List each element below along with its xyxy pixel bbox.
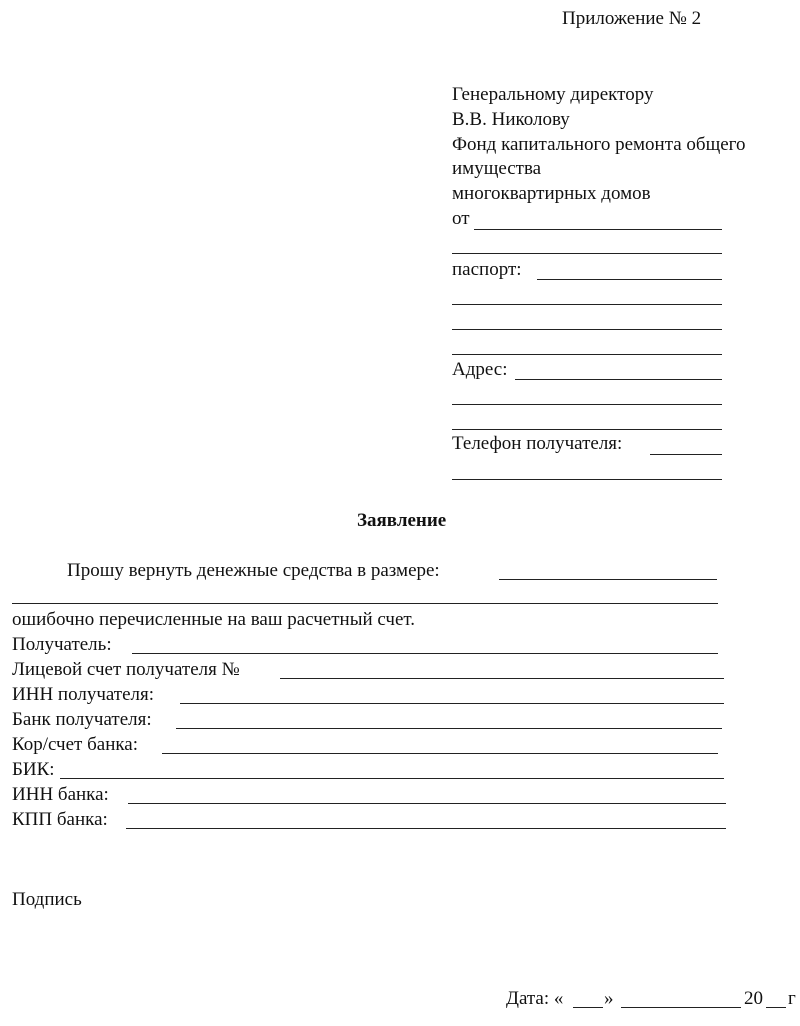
bank-input-line[interactable] xyxy=(176,728,722,729)
recipient-input-line[interactable] xyxy=(132,653,718,654)
corr-account-label: Кор/счет банка: xyxy=(12,734,139,755)
date-day-input-line[interactable] xyxy=(573,1007,603,1008)
kpp-bank-label: КПП банка: xyxy=(12,809,108,830)
phone-label: Телефон получателя: xyxy=(452,433,623,454)
from-input-line-2[interactable] xyxy=(452,253,722,254)
account-input-line[interactable] xyxy=(280,678,724,679)
from-input-line[interactable] xyxy=(474,229,722,230)
passport-input-line-4[interactable] xyxy=(452,354,722,355)
passport-input-line-3[interactable] xyxy=(452,329,722,330)
signature-label: Подпись xyxy=(12,889,82,910)
year-prefix: 20 xyxy=(744,988,763,1009)
passport-input-line[interactable] xyxy=(537,279,722,280)
addressee-name: В.В. Николову xyxy=(452,109,570,130)
year-suffix: г xyxy=(788,988,796,1009)
address-input-line[interactable] xyxy=(515,379,722,380)
address-input-line-3[interactable] xyxy=(452,429,722,430)
appendix-number: Приложение № 2 xyxy=(562,8,702,29)
addressee-org-line3: многоквартирных домов xyxy=(452,183,651,204)
amount-input-line[interactable] xyxy=(499,579,717,580)
passport-label: паспорт: xyxy=(452,259,522,280)
request-text: Прошу вернуть денежные средства в размере: xyxy=(67,560,440,581)
address-input-line-2[interactable] xyxy=(452,404,722,405)
inn-recipient-input-line[interactable] xyxy=(180,703,724,704)
addressee-org-line2: имущества xyxy=(452,158,542,179)
kpp-bank-input-line[interactable] xyxy=(126,828,726,829)
amount-input-line-2[interactable] xyxy=(12,603,718,604)
bank-label: Банк получателя: xyxy=(12,709,152,730)
passport-input-line-2[interactable] xyxy=(452,304,722,305)
address-label: Адрес: xyxy=(452,359,508,380)
document-title: Заявление xyxy=(357,510,447,531)
addressee-position: Генеральному директору xyxy=(452,84,654,105)
mistaken-transfer-text: ошибочно перечисленные на ваш расчетный счет. xyxy=(12,609,416,630)
phone-input-line-2[interactable] xyxy=(452,479,722,480)
year-input-line[interactable] xyxy=(766,1007,786,1008)
bik-input-line[interactable] xyxy=(60,778,724,779)
recipient-label: Получатель: xyxy=(12,634,112,655)
inn-recipient-label: ИНН получателя: xyxy=(12,684,155,705)
account-label: Лицевой счет получателя № xyxy=(12,659,240,680)
corr-account-input-line[interactable] xyxy=(162,753,718,754)
date-close-quote: » xyxy=(604,988,614,1009)
date-month-input-line[interactable] xyxy=(621,1007,741,1008)
phone-input-line[interactable] xyxy=(650,454,722,455)
inn-bank-label: ИНН банка: xyxy=(12,784,109,805)
inn-bank-input-line[interactable] xyxy=(128,803,726,804)
from-label: от xyxy=(452,208,470,229)
date-label: Дата: « xyxy=(506,988,564,1009)
bik-label: БИК: xyxy=(12,759,55,780)
addressee-org-line1: Фонд капитального ремонта общего xyxy=(452,134,746,155)
